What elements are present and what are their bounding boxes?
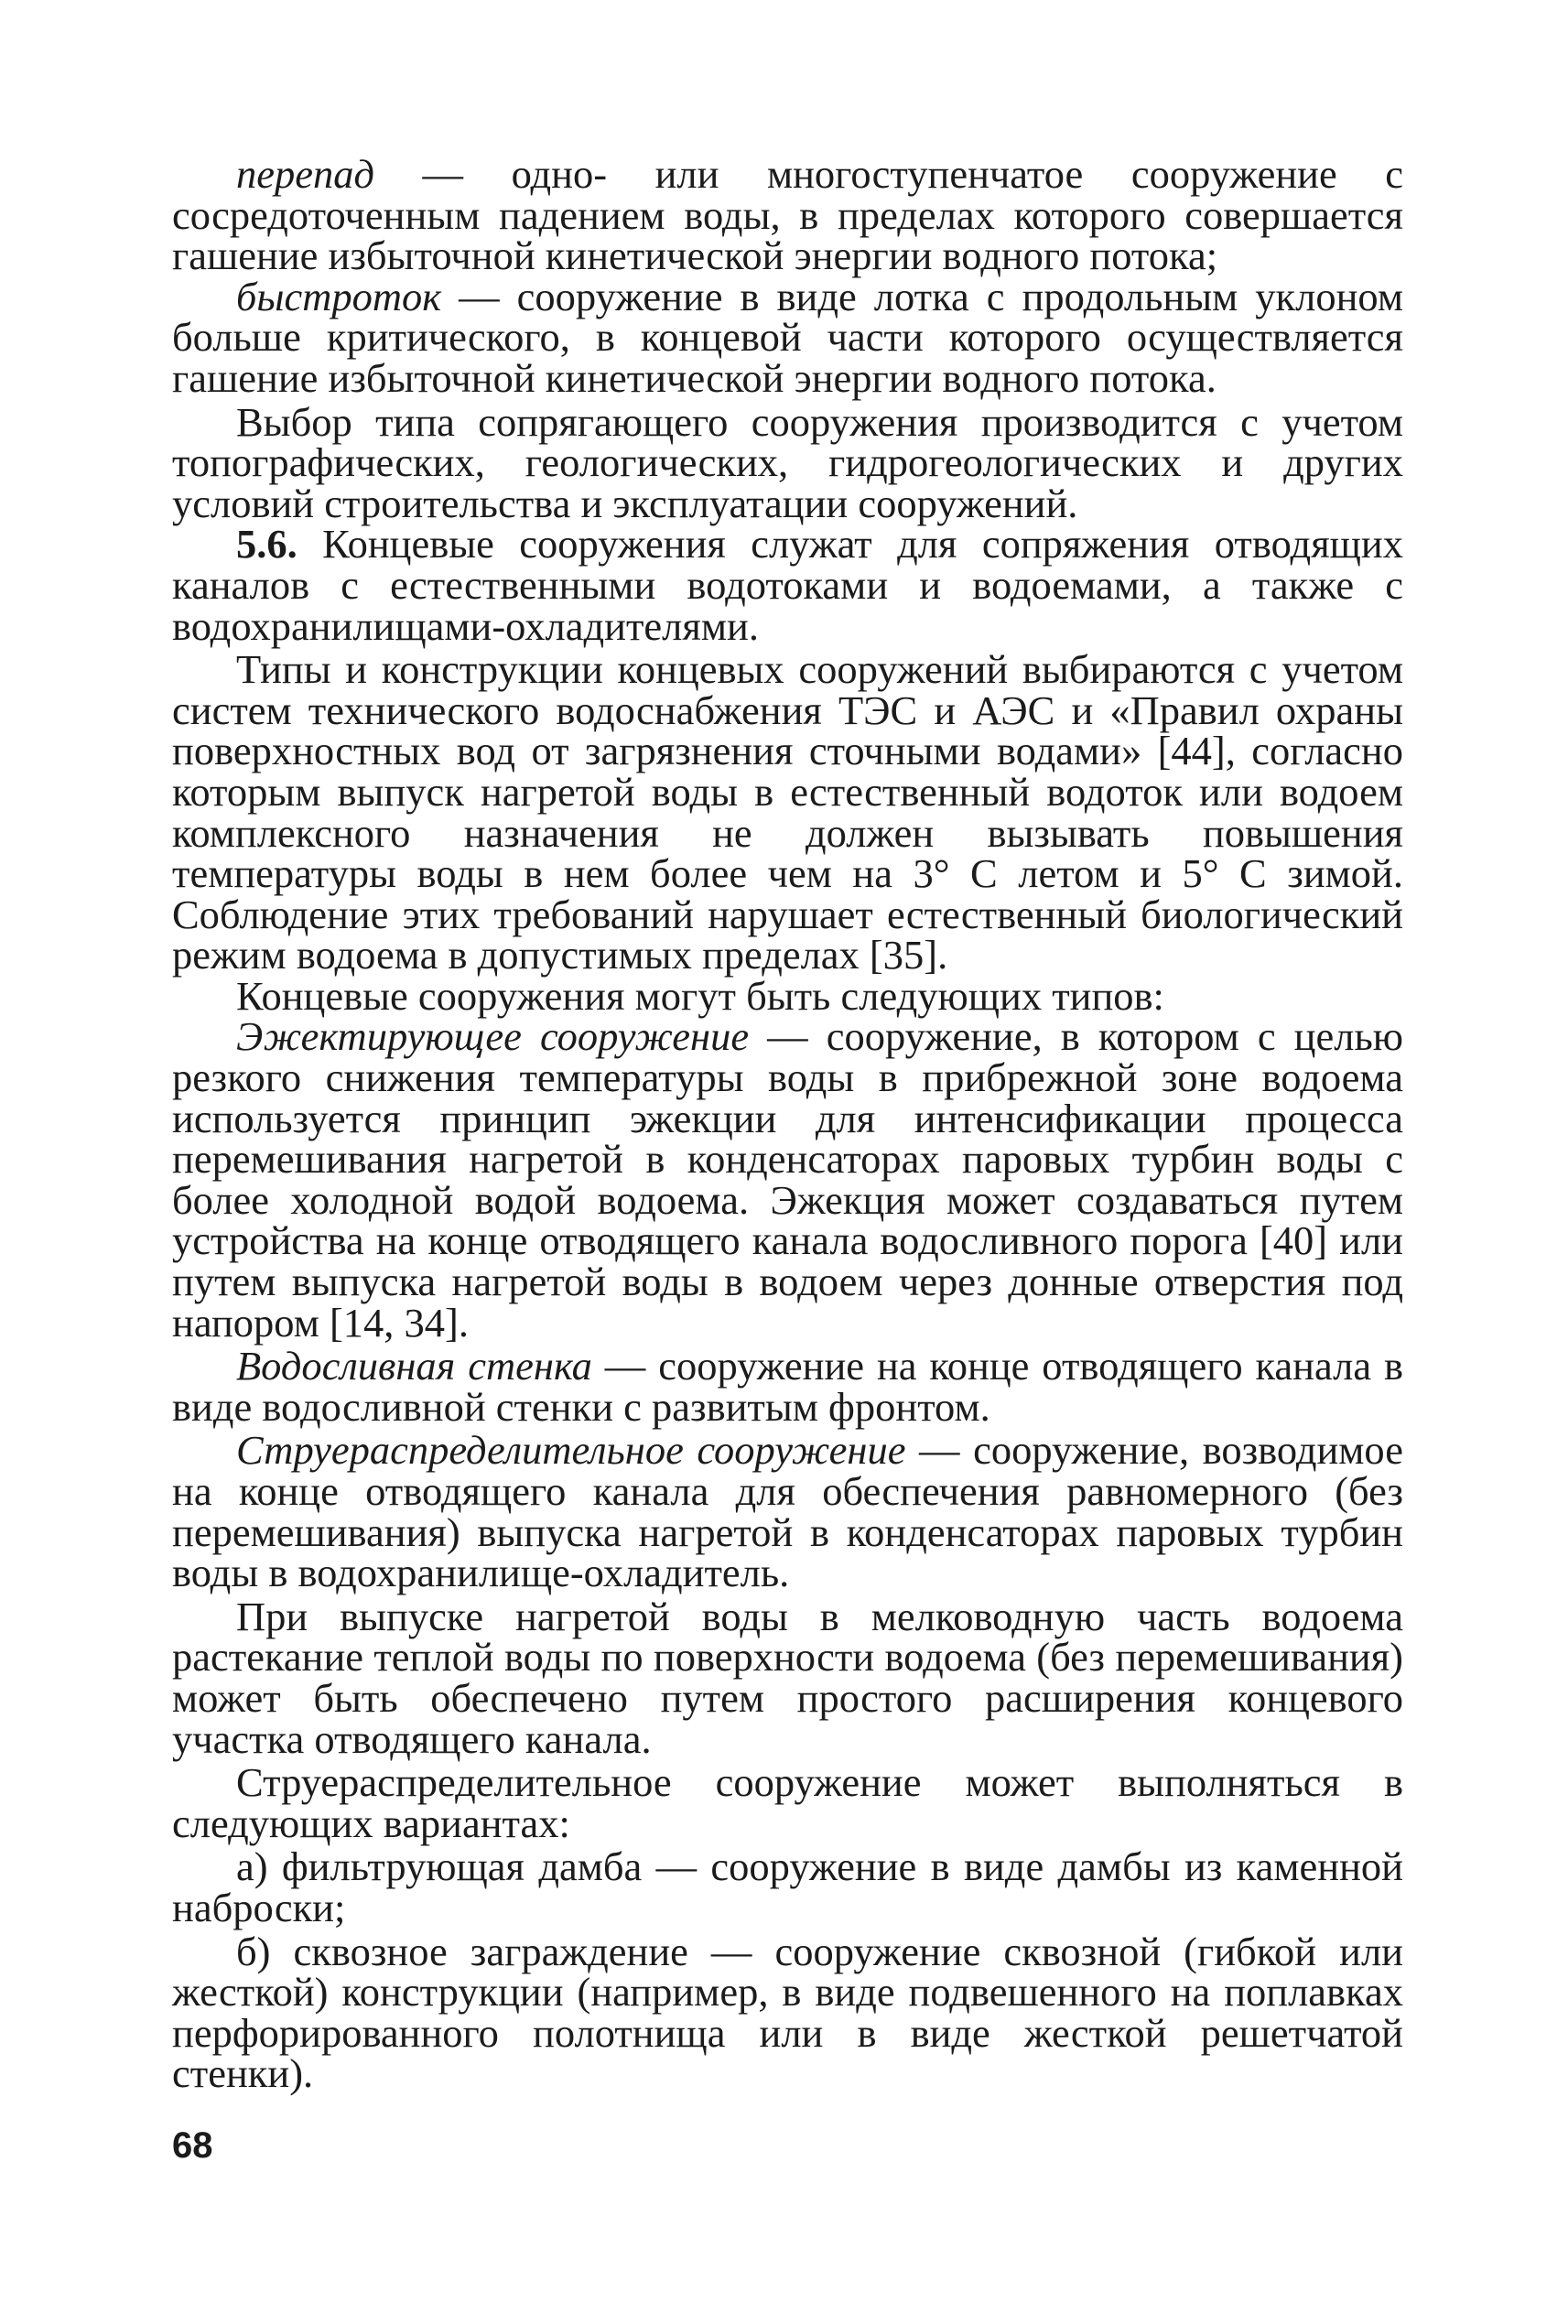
paragraph-text: — сооружение в виде лотка с продольным уклоном больше критического, в концевой части которого осуществляется гашение избыточной кинетической энергии водного потока. bbox=[172, 273, 1403, 401]
paragraph-text: Струераспределительное сооружение может выполняться в следующих вариантах: bbox=[172, 1759, 1403, 1846]
paragraph-shallow-release bbox=[172, 1593, 1403, 1762]
paragraph-ejecting bbox=[172, 1013, 1403, 1346]
paragraph-text: Выбор типа сопрягающего сооружения производится с учетом топографических, геологических, гидрогеологических и других условий строительства и эксплуатации сооружений. bbox=[172, 398, 1403, 526]
paragraph-variants-intro bbox=[172, 1759, 1403, 1846]
term-ejecting: Эжектирующее сооружение bbox=[236, 1013, 750, 1060]
paragraph-text: б) сквозное заграждение — сооружение сквозной (гибкой или жесткой) конструкции (например, в виде подвешенного на поплавках перфорированного полотнища или в виде жесткой решетчатой стенки). bbox=[172, 1928, 1403, 2097]
section-number: 5.6. bbox=[236, 521, 297, 567]
paragraph-section-5-6 bbox=[172, 521, 1403, 649]
paragraph-selection bbox=[172, 398, 1403, 526]
paragraph-text: При выпуске нагретой воды в мелководную часть водоема растекание теплой воды по поверхности водоема (без перемешивания) может быть обеспечено путем простого расширения концевого участка отводящего канала. bbox=[172, 1593, 1403, 1762]
paragraph-text: — сооружение, возводимое на конце отводящего канала для обеспечения равномерного (без перемешивания) выпуска нагретой в конденсаторах паровых турбин воды в водохранилище-охладитель. bbox=[172, 1427, 1403, 1596]
paragraph-text: а) фильтрующая дамба — сооружение в виде дамбы из каменной наброски; bbox=[172, 1843, 1403, 1930]
paragraph-text: — сооружение на конце отводящего канала в виде водосливной стенки с развитым фронтом. bbox=[172, 1343, 1403, 1430]
term-bystrotok: быстроток bbox=[236, 273, 442, 319]
paragraph-variant-a bbox=[172, 1843, 1403, 1930]
term-weir-wall: Водосливная стенка bbox=[236, 1343, 592, 1389]
paragraph-text: — одно- или многоступенчатое сооружение с сосредоточенным падением воды, в пределах которого совершается гашение избыточной кинетической энергии водного потока; bbox=[172, 151, 1403, 279]
paragraph-types-list-intro bbox=[172, 972, 1403, 1019]
paragraph-jet-distribution bbox=[172, 1427, 1403, 1596]
paragraph-weir-wall bbox=[172, 1343, 1403, 1430]
paragraph-bystrotok bbox=[172, 273, 1403, 401]
paragraph-text: Концевые сооружения служат для сопряжения отводящих каналов с естественными водотоками и водоемами, а также с водохранилищами-охладителями. bbox=[172, 521, 1403, 649]
paragraph-variant-b bbox=[172, 1928, 1403, 2097]
paragraph-text: — сооружение, в котором с целью резкого снижения температуры воды в прибрежной зоне водоема используется принцип эжекции для интенсификации процесса перемешивания нагретой в конденсаторах паровых турбин воды с более холодной водой водоема. Эжекция может создаваться путем устройства на конце отводящего канала водосливного порога [40] или путем выпуска нагретой воды в водоем через донные отверстия под напором [14, 34]. bbox=[172, 1013, 1403, 1346]
paragraph-perepad bbox=[172, 151, 1403, 279]
page-body bbox=[172, 151, 1403, 2097]
paragraph-types-construction bbox=[172, 646, 1403, 978]
term-jet-distribution: Струераспределительное сооружение bbox=[236, 1427, 906, 1474]
paragraph-text: Типы и конструкции концевых сооружений выбираются с учетом систем технического водоснабжения ТЭС и АЭС и «Правил охраны поверхностных вод от загрязнения сточными водами» [44], согласно которым выпуск нагретой воды в естественный водоток или водоем комплексного назначения не должен вызывать повышения температуры воды в нем более чем на 3° С летом и 5° С зимой. Соблюдение этих требований нарушает естественный биологический режим водоема в допустимых пределах [35]. bbox=[172, 646, 1403, 978]
term-perepad: перепад bbox=[236, 151, 375, 197]
page-number: 68 bbox=[172, 2125, 213, 2166]
paragraph-text: Концевые сооружения могут быть следующих типов: bbox=[236, 972, 1164, 1019]
